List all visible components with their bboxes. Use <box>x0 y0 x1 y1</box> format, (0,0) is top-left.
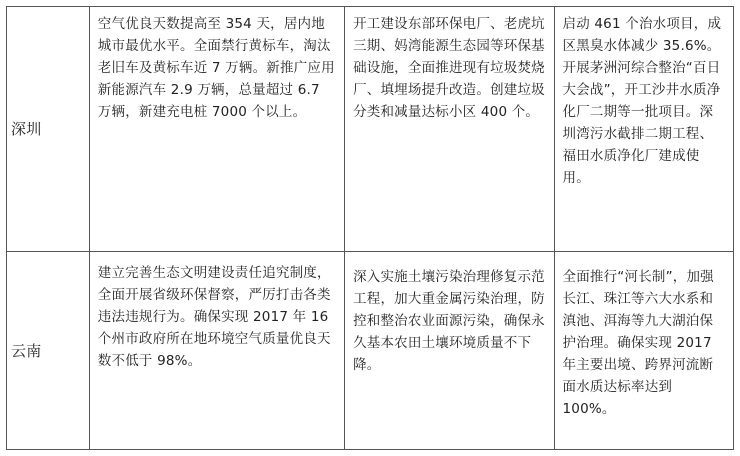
infrastructure-cell: 开工建设东部环保电厂、老虎坑三期、妈湾能源生态园等环保基础设施，全面推进现有垃圾焚烧厂、填埋场提升改造。创建垃圾分类和减量达标小区 400 个。 <box>344 7 553 251</box>
soil-pollution-cell: 深入实施土壤污染治理修复示范工程，加大重金属污染治理，防控和整治农业面源污染，确保永久基本农田土壤环境质量不下降。 <box>344 252 553 449</box>
table-row-shenzhen <box>7 7 733 252</box>
region-cell: 云南 <box>11 341 42 360</box>
water-governance-cell: 全面推行“河长制”，加强长江、珠江等六大水系和滇池、洱海等九大湖泊保护治理。确保实现 2017 年主要出境、跨界河流断面水质达标率达到 100%。 <box>554 252 734 449</box>
policy-table <box>6 6 734 450</box>
region-cell: 深圳 <box>11 120 42 138</box>
table-row-yunnan <box>7 252 733 449</box>
air-quality-cell: 建立完善生态文明建设责任追究制度，全面开展省级环保督察，严厉打击各类违法违规行为。确保实现 2017 年 16 个州市政府所在地环境空气质量优良天数不低于 98%。 <box>89 252 344 449</box>
air-quality-cell: 空气优良天数提高至 354 天，居内地城市最优水平。全面禁行黄标车，淘汰老旧车及黄标车近 7 万辆。新推广应用新能源汽车 2.9 万辆，总量超过 6.7 万辆，新建充电桩 7000 个以上。 <box>89 7 344 251</box>
water-governance-cell: 启动 461 个治水项目，成区黑臭水体减少 35.6%。开展茅洲河综合整治“百日大会战”，开工沙井水质净化厂二期等一批项目。深圳湾污水截排二期工程、福田水质净化厂建成使用。 <box>554 7 734 251</box>
